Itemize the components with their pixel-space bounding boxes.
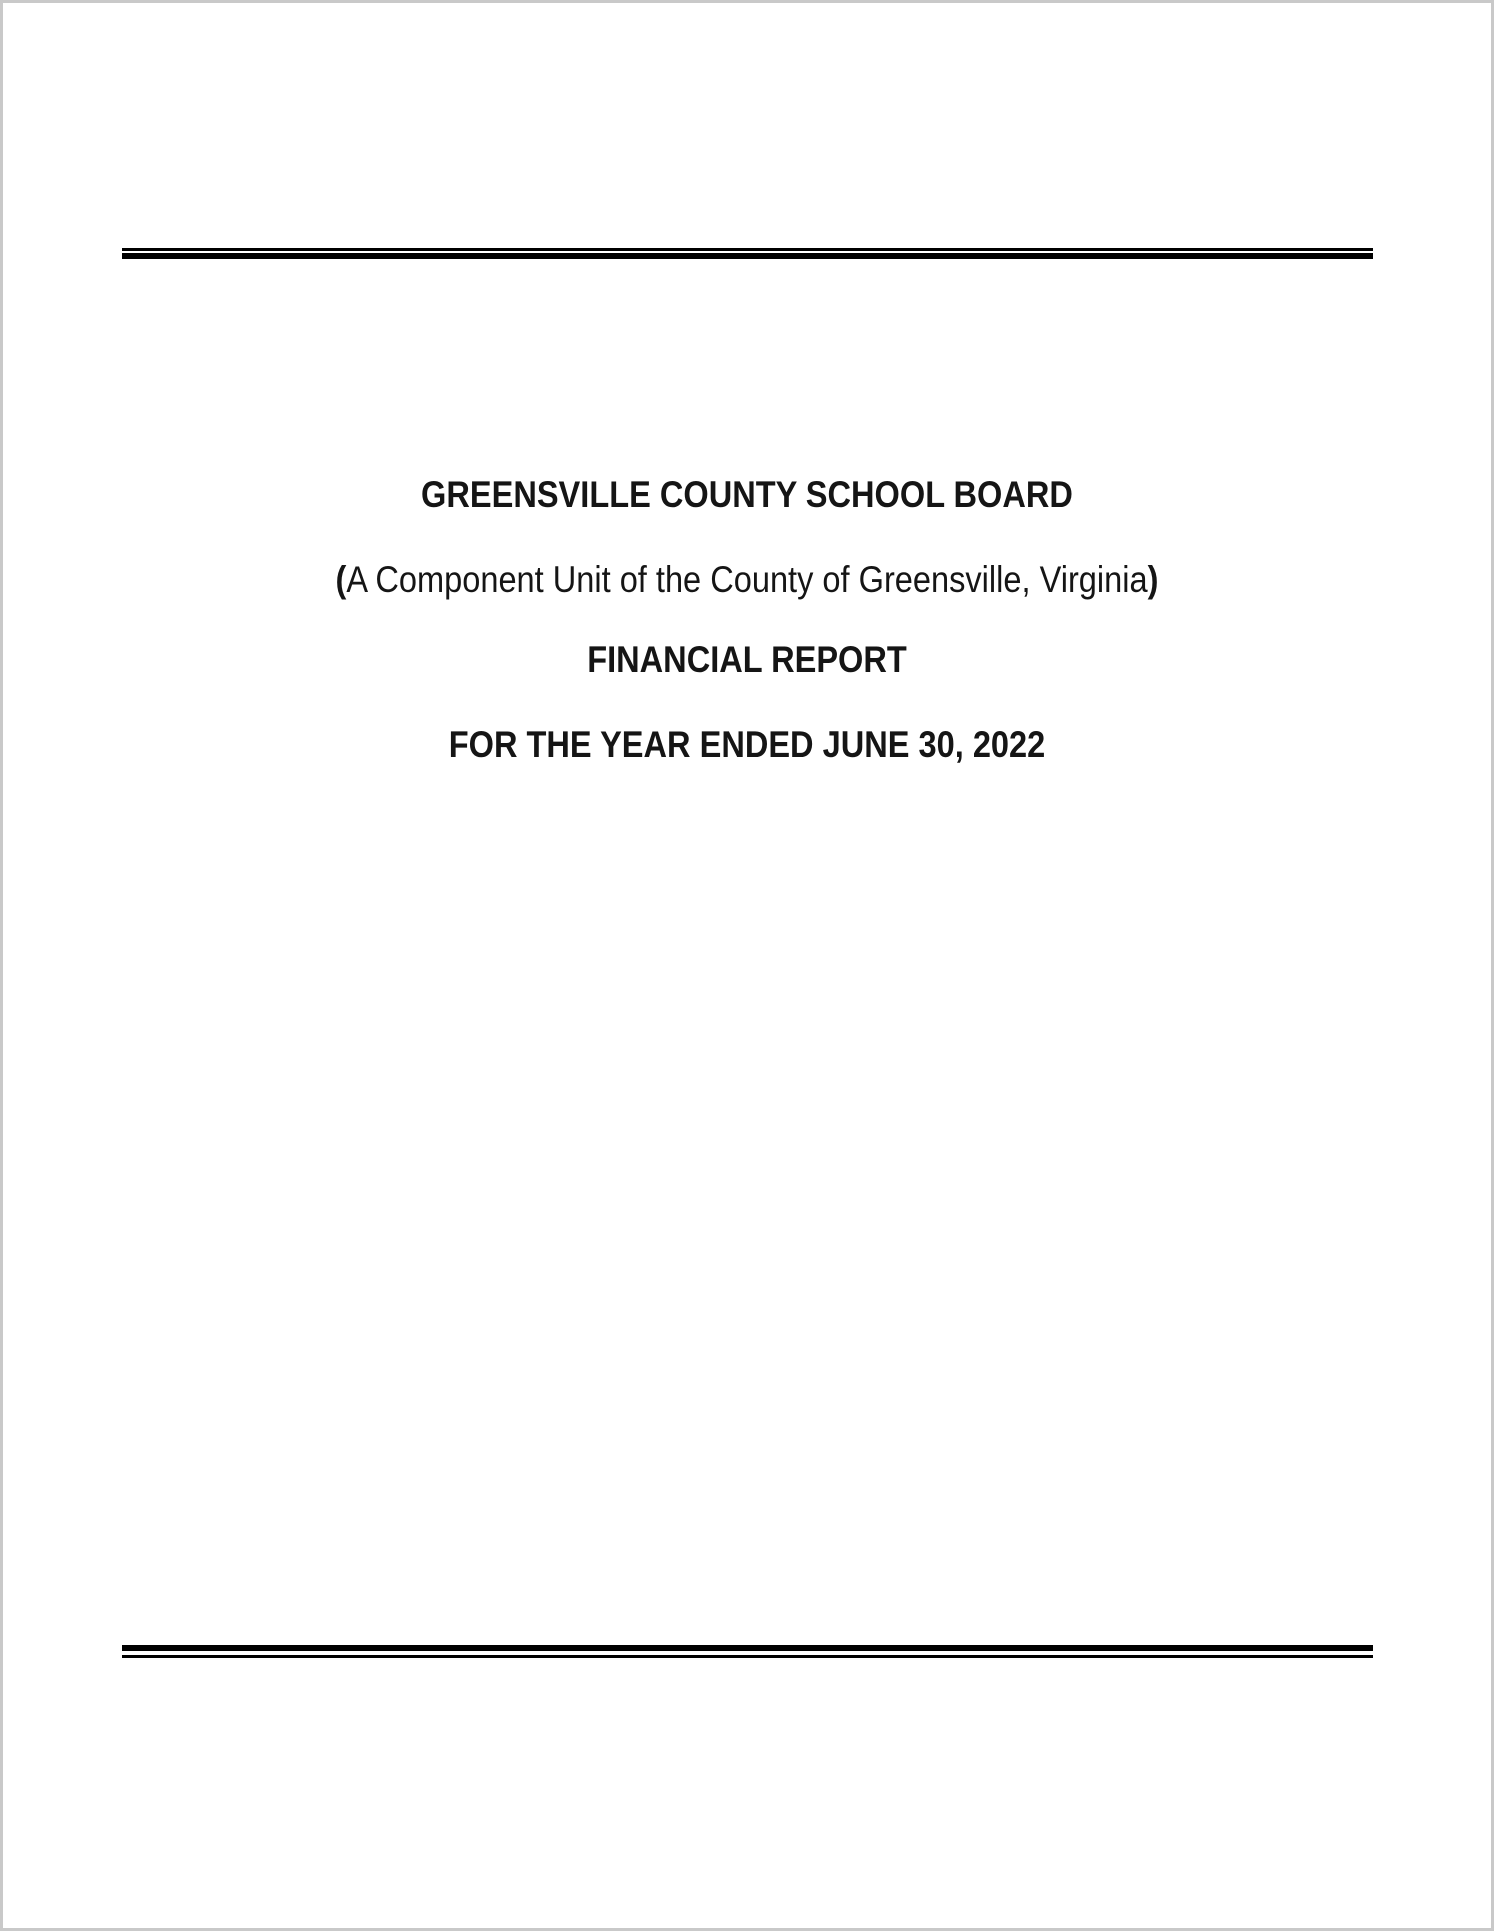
subtitle-text: A Component Unit of the County of Greensville, Virginia bbox=[346, 559, 1148, 600]
top-rule-thin-line bbox=[122, 248, 1373, 251]
subtitle-close-paren: ) bbox=[1147, 559, 1159, 600]
report-period-heading: FOR THE YEAR ENDED JUNE 30, 2022 bbox=[448, 724, 1046, 765]
bottom-rule-thin-line bbox=[122, 1655, 1373, 1658]
report-type-heading: FINANCIAL REPORT bbox=[587, 639, 907, 680]
bottom-double-rule bbox=[122, 1645, 1373, 1658]
document-title: GREENSVILLE COUNTY SCHOOL BOARD bbox=[421, 474, 1073, 515]
document-subtitle bbox=[92, 558, 1401, 602]
top-rule-thick-line bbox=[122, 253, 1373, 259]
bottom-rule-thick-line bbox=[122, 1645, 1373, 1651]
top-double-rule bbox=[122, 248, 1373, 259]
subtitle-open-paren: ( bbox=[335, 559, 347, 600]
